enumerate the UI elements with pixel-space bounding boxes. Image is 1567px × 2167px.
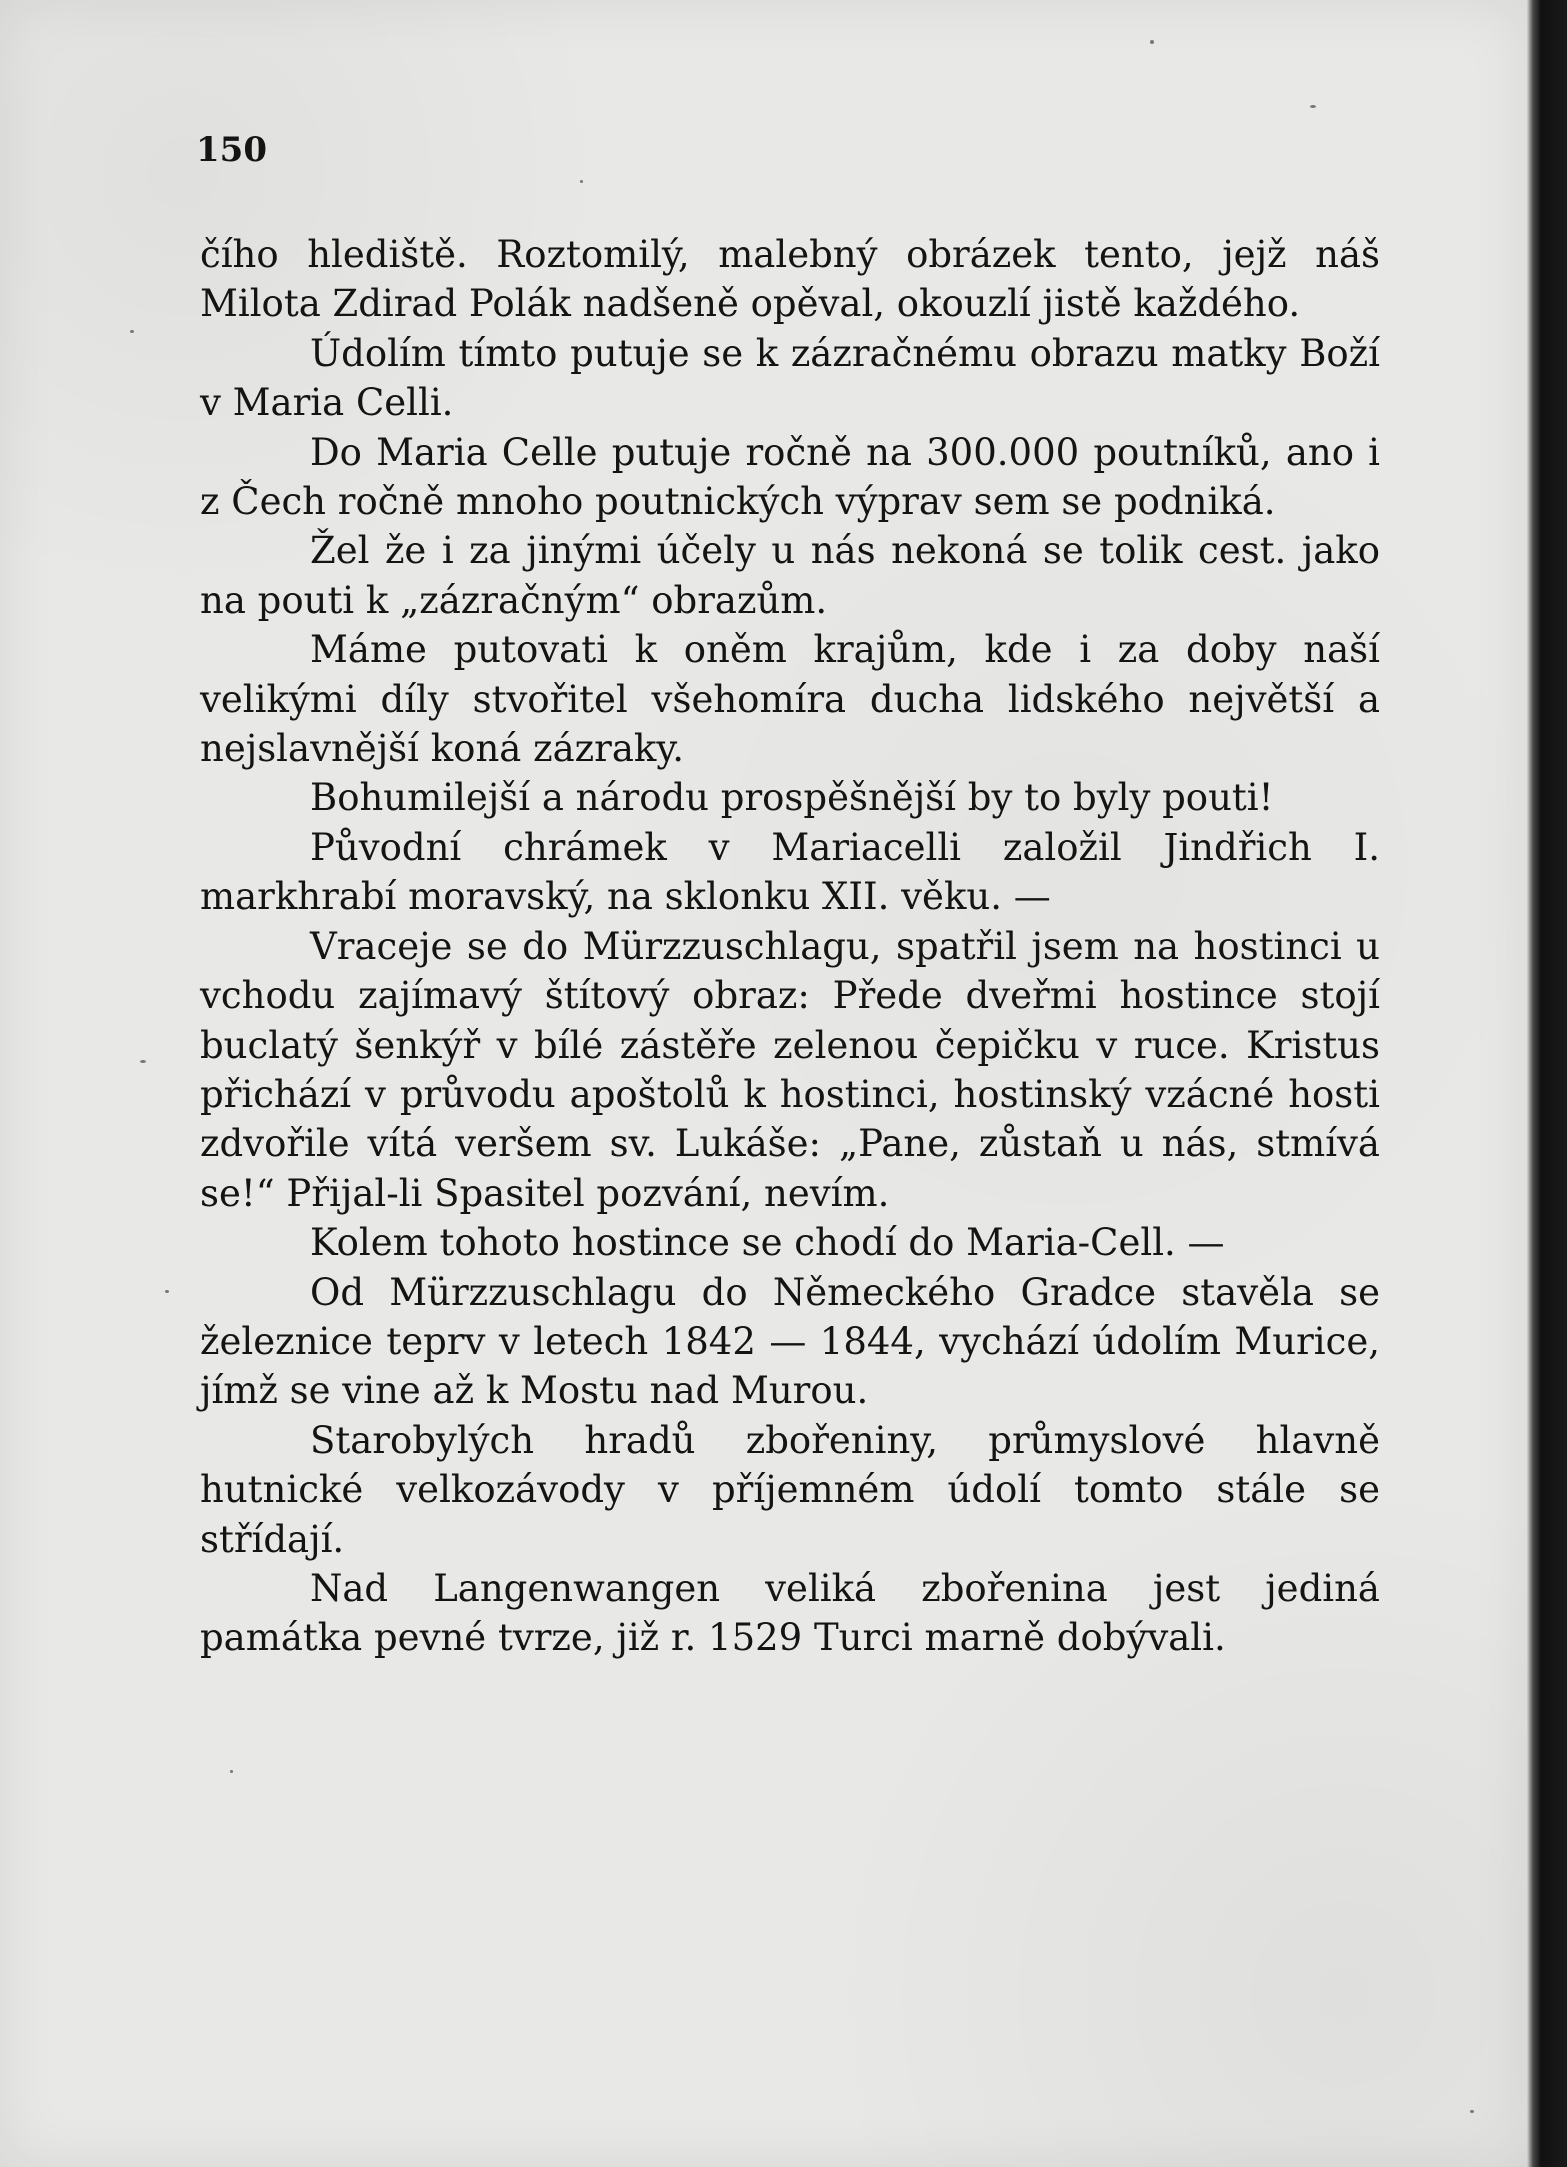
paragraph-9: Kolem tohoto hostince se chodí do Maria-Cell. — [310,1221,1225,1265]
paragraph-3: Do Maria Celle putuje ročně na 300.000 poutníků, ano i z Čech ročně mnoho poutnických výprav sem se podniká. [200,430,1380,524]
page-number: 150 [196,130,267,170]
paragraph-4: Žel že i za jinými účely u nás nekoná se tolik cest. jako na pouti k „zázračným“ obrazům. [200,529,1380,622]
paper-speck [1150,40,1154,44]
paragraph-5: Máme putovati k oněm krajům, kde i za doby naší velikými díly stvořitel všehomíra ducha lidského největší a nejslavnější koná zázraky. [200,628,1380,771]
paper-speck [130,330,134,333]
page-edge-shadow [1527,0,1567,2167]
paper-speck [1310,105,1316,108]
paragraph-8: Vraceje se do Mürzzuschlagu, spatřil jsem na hostinci u vchodu zajímavý štítový obraz: Přede dveřmi hostince stojí buclatý šenkýř v bílé zástěře zelenou čepičku v ruce. Kristus přichází v průvodu apoštolů k hostinci, hostinský vzácné hosti zdvořile vítá veršem sv. Lukáše: „Pane, zůstaň u nás, stmívá se!“ Přijal-li Spasitel pozvání, nevím. [200,924,1380,1215]
paragraph-1: čího hlediště. Roztomilý, malebný obrázek tento, jejž náš Milota Zdirad Polák nadšeně opěval, okouzlí jistě každého. [200,233,1380,326]
paper-speck [165,1290,169,1293]
paper-speck [140,1060,146,1063]
paragraph-7: Původní chrámek v Mariacelli založil Jindřich I. markhrabí moravský, na sklonku XII. věku. — [200,825,1380,919]
paragraph-6: Bohumilejší a národu prospěšnější by to byly pouti! [310,776,1274,820]
paragraph-12: Nad Langenwangen veliká zbořenina jest jediná památka pevné tvrze, již r. 1529 Turci marně dobývali. [200,1566,1380,1660]
paper-speck [230,1770,233,1773]
paragraph-2: Údolím tímto putuje se k zázračnému obrazu matky Boží v Maria Celli. [200,331,1380,425]
paragraph-11: Starobylých hradů zbořeniny, průmyslové hlavně hutnické velkozávody v příjemném údolí tomto stále se střídají. [200,1418,1380,1561]
paragraph-10: Od Mürzzuschlagu do Německého Gradce stavěla se železnice teprv v letech 1842 — 1844, vychází údolím Murice, jímž se vine až k Mostu nad Murou. [200,1270,1380,1413]
paper-speck [1470,2110,1474,2113]
page-text [200,230,1380,1663]
paper-speck [580,180,583,183]
